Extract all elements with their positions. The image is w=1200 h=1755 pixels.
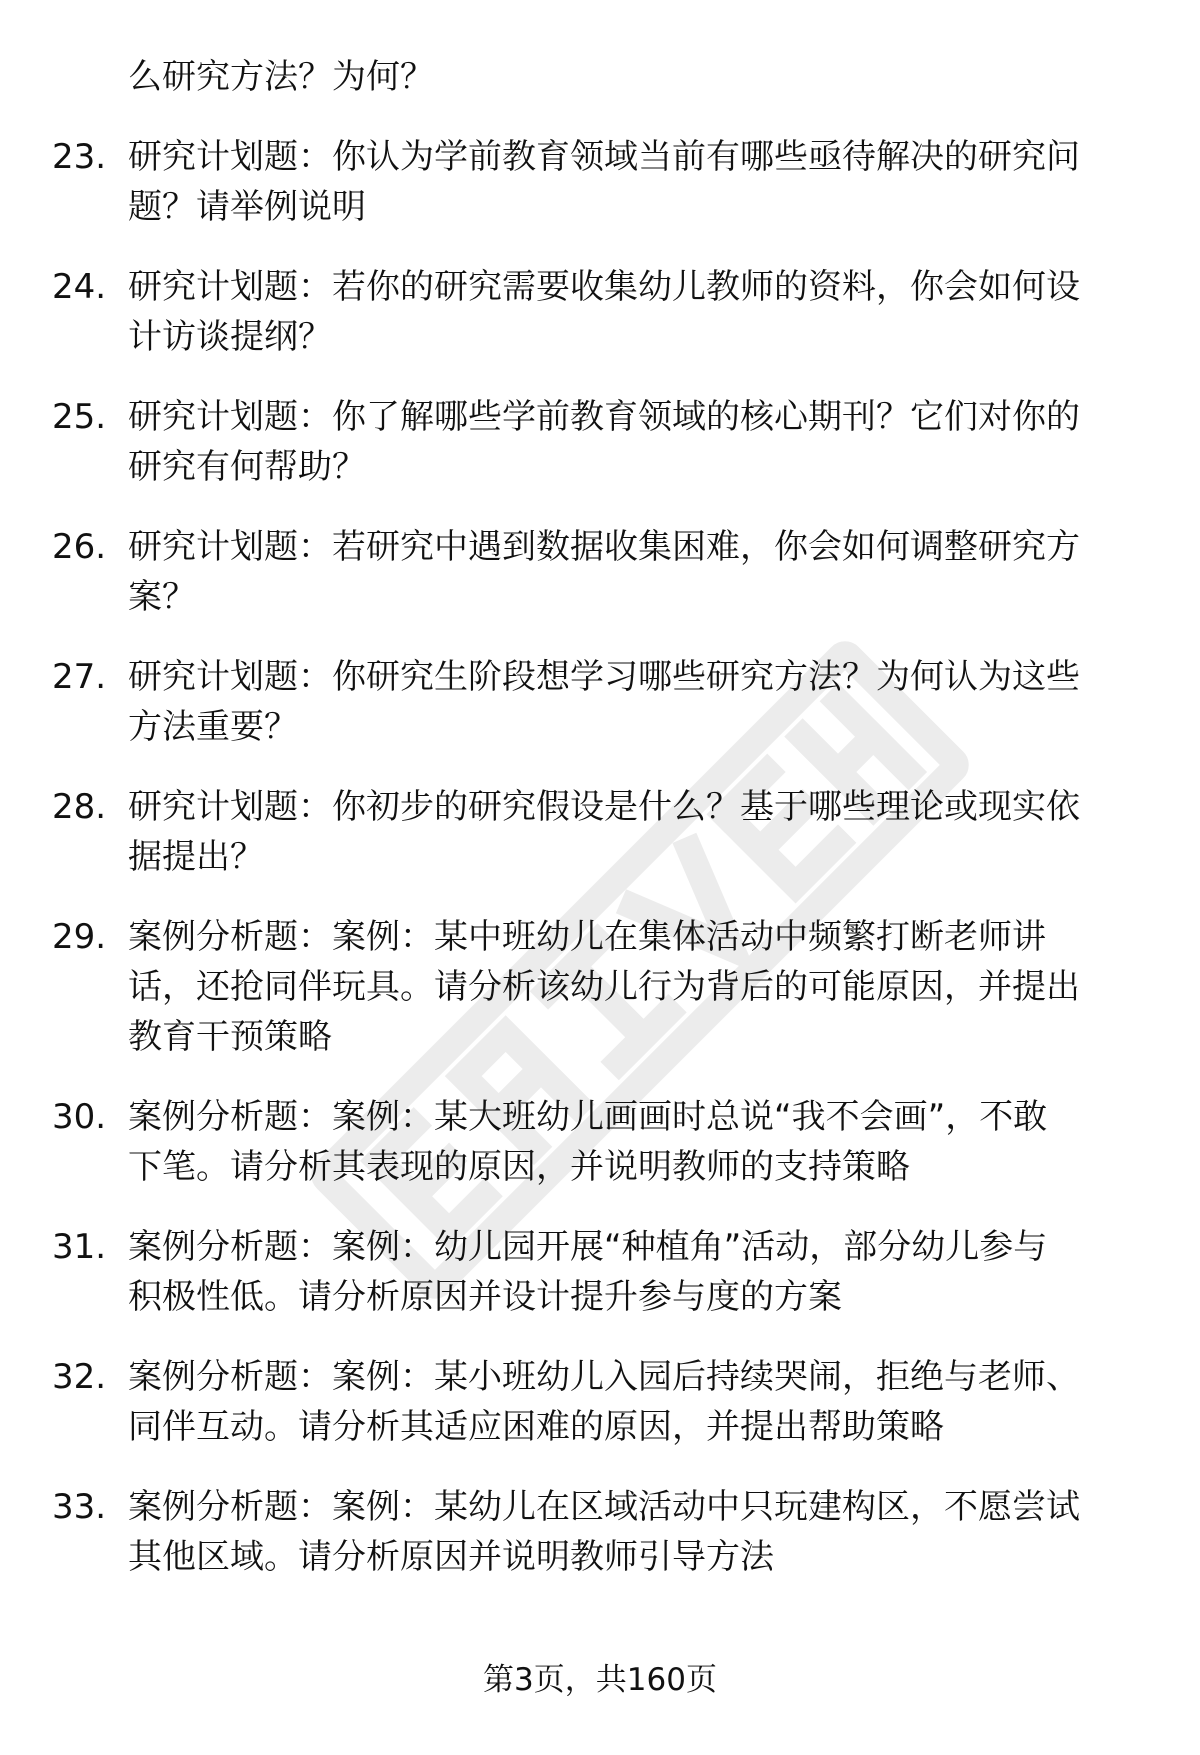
text-line: 研究计划题：你初步的研究假设是什么？基于哪些理论或现实依 [128, 787, 1080, 827]
question-number: 32. [52, 1357, 107, 1397]
question-item-24 [0, 262, 1200, 362]
question-item-30 [0, 1092, 1200, 1192]
question-text [128, 392, 1138, 492]
text-line: 话，还抢同伴玩具。请分析该幼儿行为背后的可能原因，并提出 [128, 967, 1080, 1007]
text-line: 下笔。请分析其表现的原因，并说明教师的支持策略 [128, 1147, 910, 1187]
question-text [128, 782, 1138, 882]
question-item-26 [0, 522, 1200, 622]
text-line: 么研究方法？为何？ [128, 57, 434, 97]
text-line: 研究计划题：你研究生阶段想学习哪些研究方法？为何认为这些 [128, 657, 1080, 697]
text-line: 研究计划题：若你的研究需要收集幼儿教师的资料，你会如何设 [128, 267, 1080, 307]
text-line: 案例分析题：案例：某小班幼儿入园后持续哭闹，拒绝与老师、 [128, 1357, 1080, 1397]
question-text [128, 1482, 1138, 1582]
question-item-29 [0, 912, 1200, 1062]
text-line: 研究有何帮助？ [128, 447, 366, 487]
question-number: 28. [52, 787, 107, 827]
question-item-23 [0, 132, 1200, 232]
text-line: 计访谈提纲？ [128, 317, 332, 357]
text-line: 研究计划题：若研究中遇到数据收集困难，你会如何调整研究方 [128, 527, 1080, 567]
text-line: 案？ [128, 577, 196, 617]
question-text [128, 1352, 1138, 1452]
question-text [128, 132, 1138, 232]
question-item-28 [0, 782, 1200, 882]
text-line: 研究计划题：你认为学前教育领域当前有哪些亟待解决的研究问 [128, 137, 1080, 177]
page-number-footer: 第3页，共160页 [483, 1662, 717, 1698]
text-line: 题？请举例说明 [128, 187, 366, 227]
question-number: 27. [52, 657, 107, 697]
question-text [128, 912, 1138, 1062]
text-line: 案例分析题：案例：某幼儿在区域活动中只玩建构区，不愿尝试 [128, 1487, 1080, 1527]
question-text [128, 652, 1138, 752]
text-line: 案例分析题：案例：某中班幼儿在集体活动中频繁打断老师讲 [128, 917, 1046, 957]
question-list [0, 132, 1200, 1582]
document-body [0, 52, 1200, 1612]
question-item-33 [0, 1482, 1200, 1582]
question-text [128, 522, 1138, 622]
question-number: 23. [52, 137, 107, 177]
continued-question-text [0, 52, 1200, 102]
question-item-25 [0, 392, 1200, 492]
question-item-31 [0, 1222, 1200, 1322]
text-line: 积极性低。请分析原因并设计提升参与度的方案 [128, 1277, 842, 1317]
text-line: 案例分析题：案例：某大班幼儿画画时总说“我不会画”，不敢 [128, 1097, 1048, 1137]
text-line: 教育干预策略 [128, 1017, 332, 1057]
text-line: 案例分析题：案例：幼儿园开展“种植角”活动，部分幼儿参与 [128, 1227, 1048, 1267]
question-item-32 [0, 1352, 1200, 1452]
text-line: 研究计划题：你了解哪些学前教育领域的核心期刊？它们对你的 [128, 397, 1080, 437]
question-number: 25. [52, 397, 107, 437]
question-number: 26. [52, 527, 107, 567]
text-line: 同伴互动。请分析其适应困难的原因，并提出帮助策略 [128, 1407, 944, 1447]
question-item-27 [0, 652, 1200, 752]
question-number: 24. [52, 267, 107, 307]
question-text [128, 1092, 1138, 1192]
text-line: 据提出？ [128, 837, 264, 877]
question-number: 31. [52, 1227, 107, 1267]
question-text [128, 1222, 1138, 1322]
question-text [128, 262, 1138, 362]
text-line: 方法重要？ [128, 707, 298, 747]
question-number: 29. [52, 917, 107, 957]
question-number: 33. [52, 1487, 107, 1527]
text-line: 其他区域。请分析原因并说明教师引导方法 [128, 1537, 774, 1577]
question-number: 30. [52, 1097, 107, 1137]
